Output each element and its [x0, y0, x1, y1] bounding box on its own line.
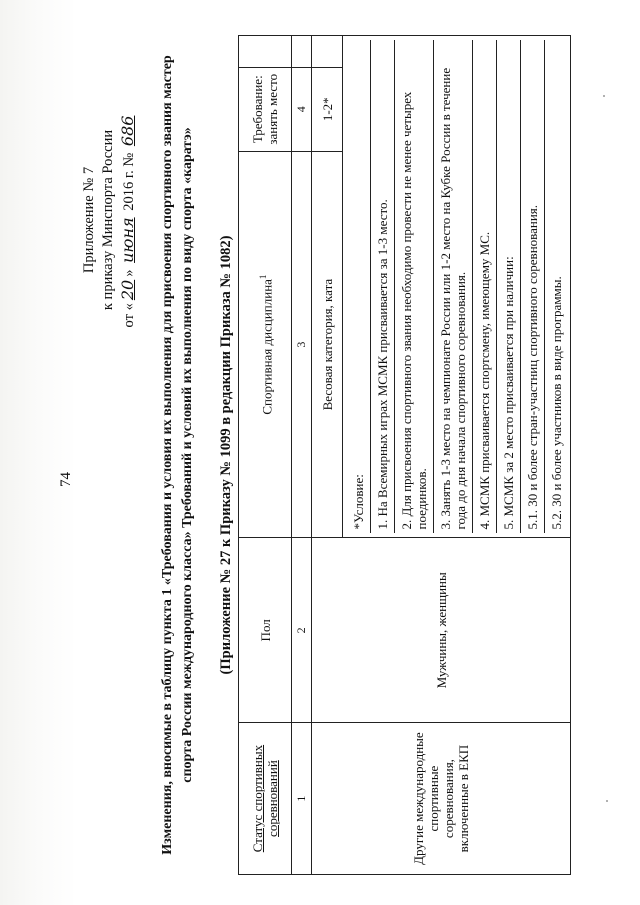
column-number-1: 1: [292, 723, 312, 875]
year-text: 2016 г. №: [121, 152, 137, 211]
condition-4: 4. МСМК присваивается спортсмену, имеющему МС.: [472, 40, 496, 534]
cell-discipline: Весовая категория, ката: [312, 151, 343, 538]
table-row: [312, 36, 343, 875]
condition-5: 5. МСМК за 2 место присваивается при наличии:: [496, 40, 520, 534]
column-number-3: 3: [292, 151, 312, 538]
handwritten-month: июня: [118, 217, 137, 263]
condition-3: 3. Занять 1-3 место на чемпионате России или 1-2 место на Кубке России в течение года до дня начала спортивного соревнования.: [433, 40, 472, 534]
document-title: Изменения, вносимые в таблицу пункта 1 «Требования и условия их выполнения для присвоения спортивного звания мастер спорта России международного класса» Требований и условий их выполнения по виду спорта «каратэ»: [160, 55, 195, 855]
cell-requirement: 1-2*: [312, 67, 343, 151]
appendix-line1: Приложение № 7: [81, 166, 97, 274]
header-discipline: Спортивная дисциплина$^1$: [239, 151, 292, 538]
appendix-header: [80, 55, 139, 385]
condition-2: 2. Для присвоения спортивного звания необходимо провести не менее четырех поединков.: [394, 40, 433, 534]
column-number-2: 2: [292, 538, 312, 723]
handwritten-day: 20: [118, 279, 137, 301]
date-mid: »: [121, 269, 137, 277]
conditions-cell: [343, 36, 571, 539]
scan-speck: [606, 800, 608, 802]
header-requirement: Требование: занять место: [239, 67, 292, 151]
header-gender: Пол: [239, 538, 292, 723]
requirements-table: [238, 35, 571, 875]
condition-5-2: 5.2. 30 и более участников в виде программы.: [544, 40, 568, 534]
condition-header: *Условие:: [351, 474, 366, 530]
header-empty-cell: [239, 36, 292, 68]
cell-gender: Мужчины, женщины: [312, 538, 571, 723]
condition-1: 1. На Всемирных играх МСМК присваивается за 1-3 место.: [370, 40, 394, 534]
page-number: 74: [58, 472, 74, 487]
header-status: Статус спортивных соревнований: [239, 723, 292, 875]
date-prefix: от «: [121, 303, 137, 328]
appendix-line2: к приказу Минспорта России: [100, 129, 116, 311]
handwritten-order-number: 686: [118, 115, 137, 147]
cell-status: Другие международные спортивные соревнования, включенные в ЕКП: [312, 723, 571, 875]
document-subtitle: (Приложение № 27 к Приказу № 1099 в редакции Приказа № 1082): [218, 235, 234, 675]
column-number-4: 4: [292, 67, 312, 151]
appendix-date-line: [118, 55, 139, 385]
footnote-mark: 1: [257, 274, 268, 280]
scan-speck: [603, 95, 605, 97]
condition-5-1: 5.1. 30 и более стран-участниц спортивного соревнования.: [520, 40, 544, 534]
table-header-row: [239, 36, 292, 875]
number-empty-cell: [292, 36, 312, 68]
table-number-row: [292, 36, 312, 875]
row-empty-cell: [312, 36, 343, 68]
